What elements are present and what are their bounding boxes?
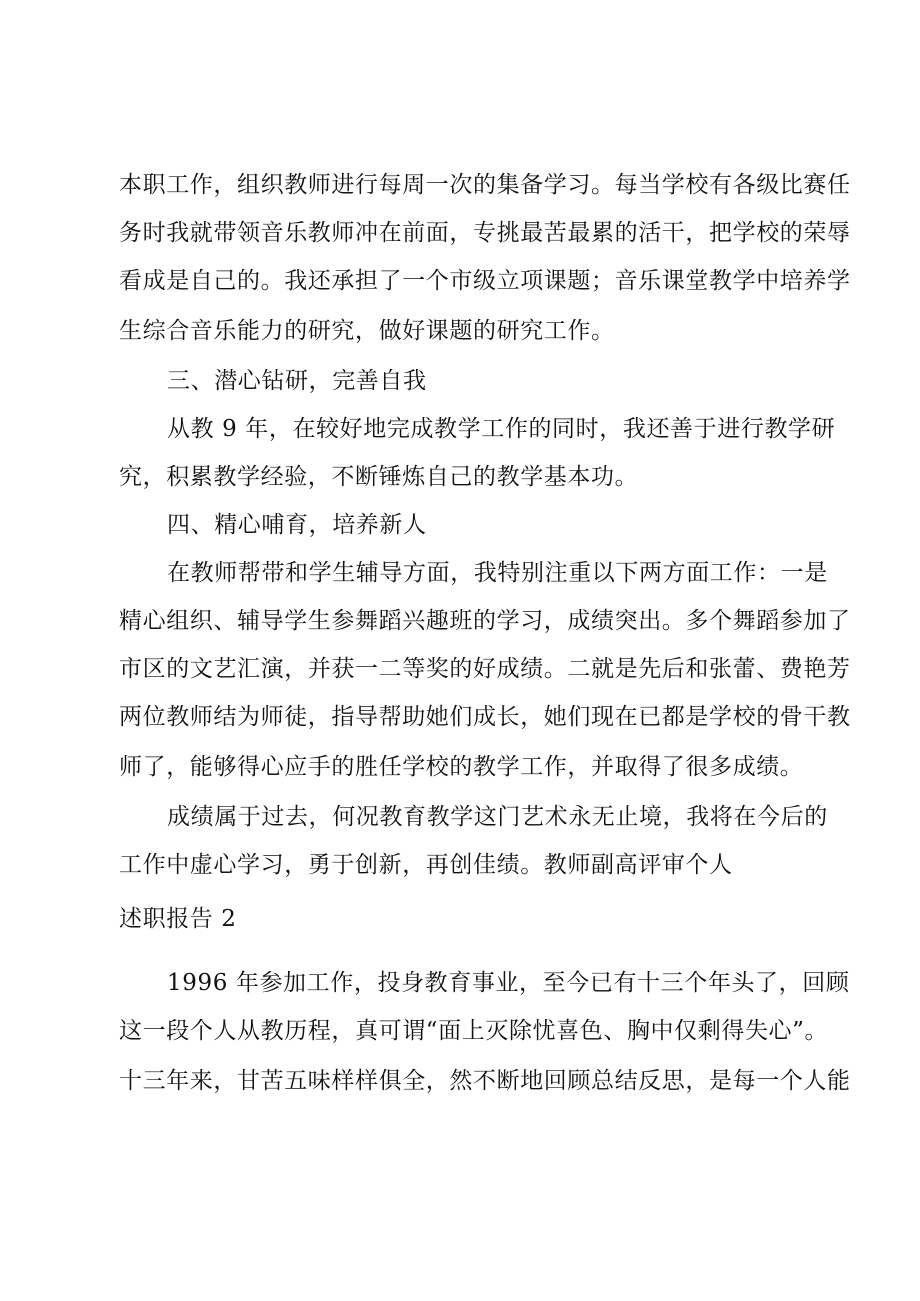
paragraph-line: 这一段个人从教历程，真可谓“面上灭除忧喜色、胸中仅剩得失心”。 (119, 1018, 829, 1044)
paragraph-line: 从教 9 年，在较好地完成教学工作的同时，我还善于进行教学研 (167, 416, 836, 442)
paragraph-line: 看成是自己的。我还承担了一个市级立项课题；音乐课堂教学中培养学 (119, 268, 851, 294)
paragraph-line: 成绩属于过去，何况教育教学这门艺术永无止境，我将在今后的 (167, 804, 828, 830)
paragraph-line: 工作中虚心学习，勇于创新，再创佳绩。教师副高评审个人 (119, 852, 733, 878)
section-heading: 四、精心哺育，培养新人 (167, 512, 427, 538)
report-title: 述职报告 2 (119, 906, 237, 932)
paragraph-line: 师了，能够得心应手的胜任学校的教学工作，并取得了很多成绩。 (119, 754, 804, 780)
paragraph-line: 市区的文艺汇演，并获一二等奖的好成绩。二就是先后和张蕾、费艳芳 (119, 656, 851, 682)
paragraph-line: 务时我就带领音乐教师冲在前面，专挑最苦最累的活干，把学校的荣辱 (119, 220, 851, 246)
paragraph-line: 在教师帮带和学生辅导方面，我特别注重以下两方面工作：一是 (167, 560, 828, 586)
section-heading: 三、潜心钻研，完善自我 (167, 368, 427, 394)
paragraph-line: 1996 年参加工作，投身教育事业，至今已有十三个年头了，回顾 (167, 970, 850, 996)
paragraph-line: 生综合音乐能力的研究，做好课题的研究工作。 (119, 318, 615, 344)
paragraph-line: 精心组织、辅导学生参舞蹈兴趣班的学习，成绩突出。多个舞蹈参加了 (119, 608, 851, 634)
paragraph-line: 十三年来，甘苦五味样样俱全，然不断地回顾总结反思，是每一个人能 (119, 1068, 851, 1094)
paragraph-line: 本职工作，组织教师进行每周一次的集备学习。每当学校有各级比赛任 (119, 172, 851, 198)
paragraph-line: 究，积累教学经验，不断锤炼自己的教学基本功。 (119, 464, 639, 490)
paragraph-line: 两位教师结为师徒，指导帮助她们成长，她们现在已都是学校的骨干教 (119, 704, 851, 730)
